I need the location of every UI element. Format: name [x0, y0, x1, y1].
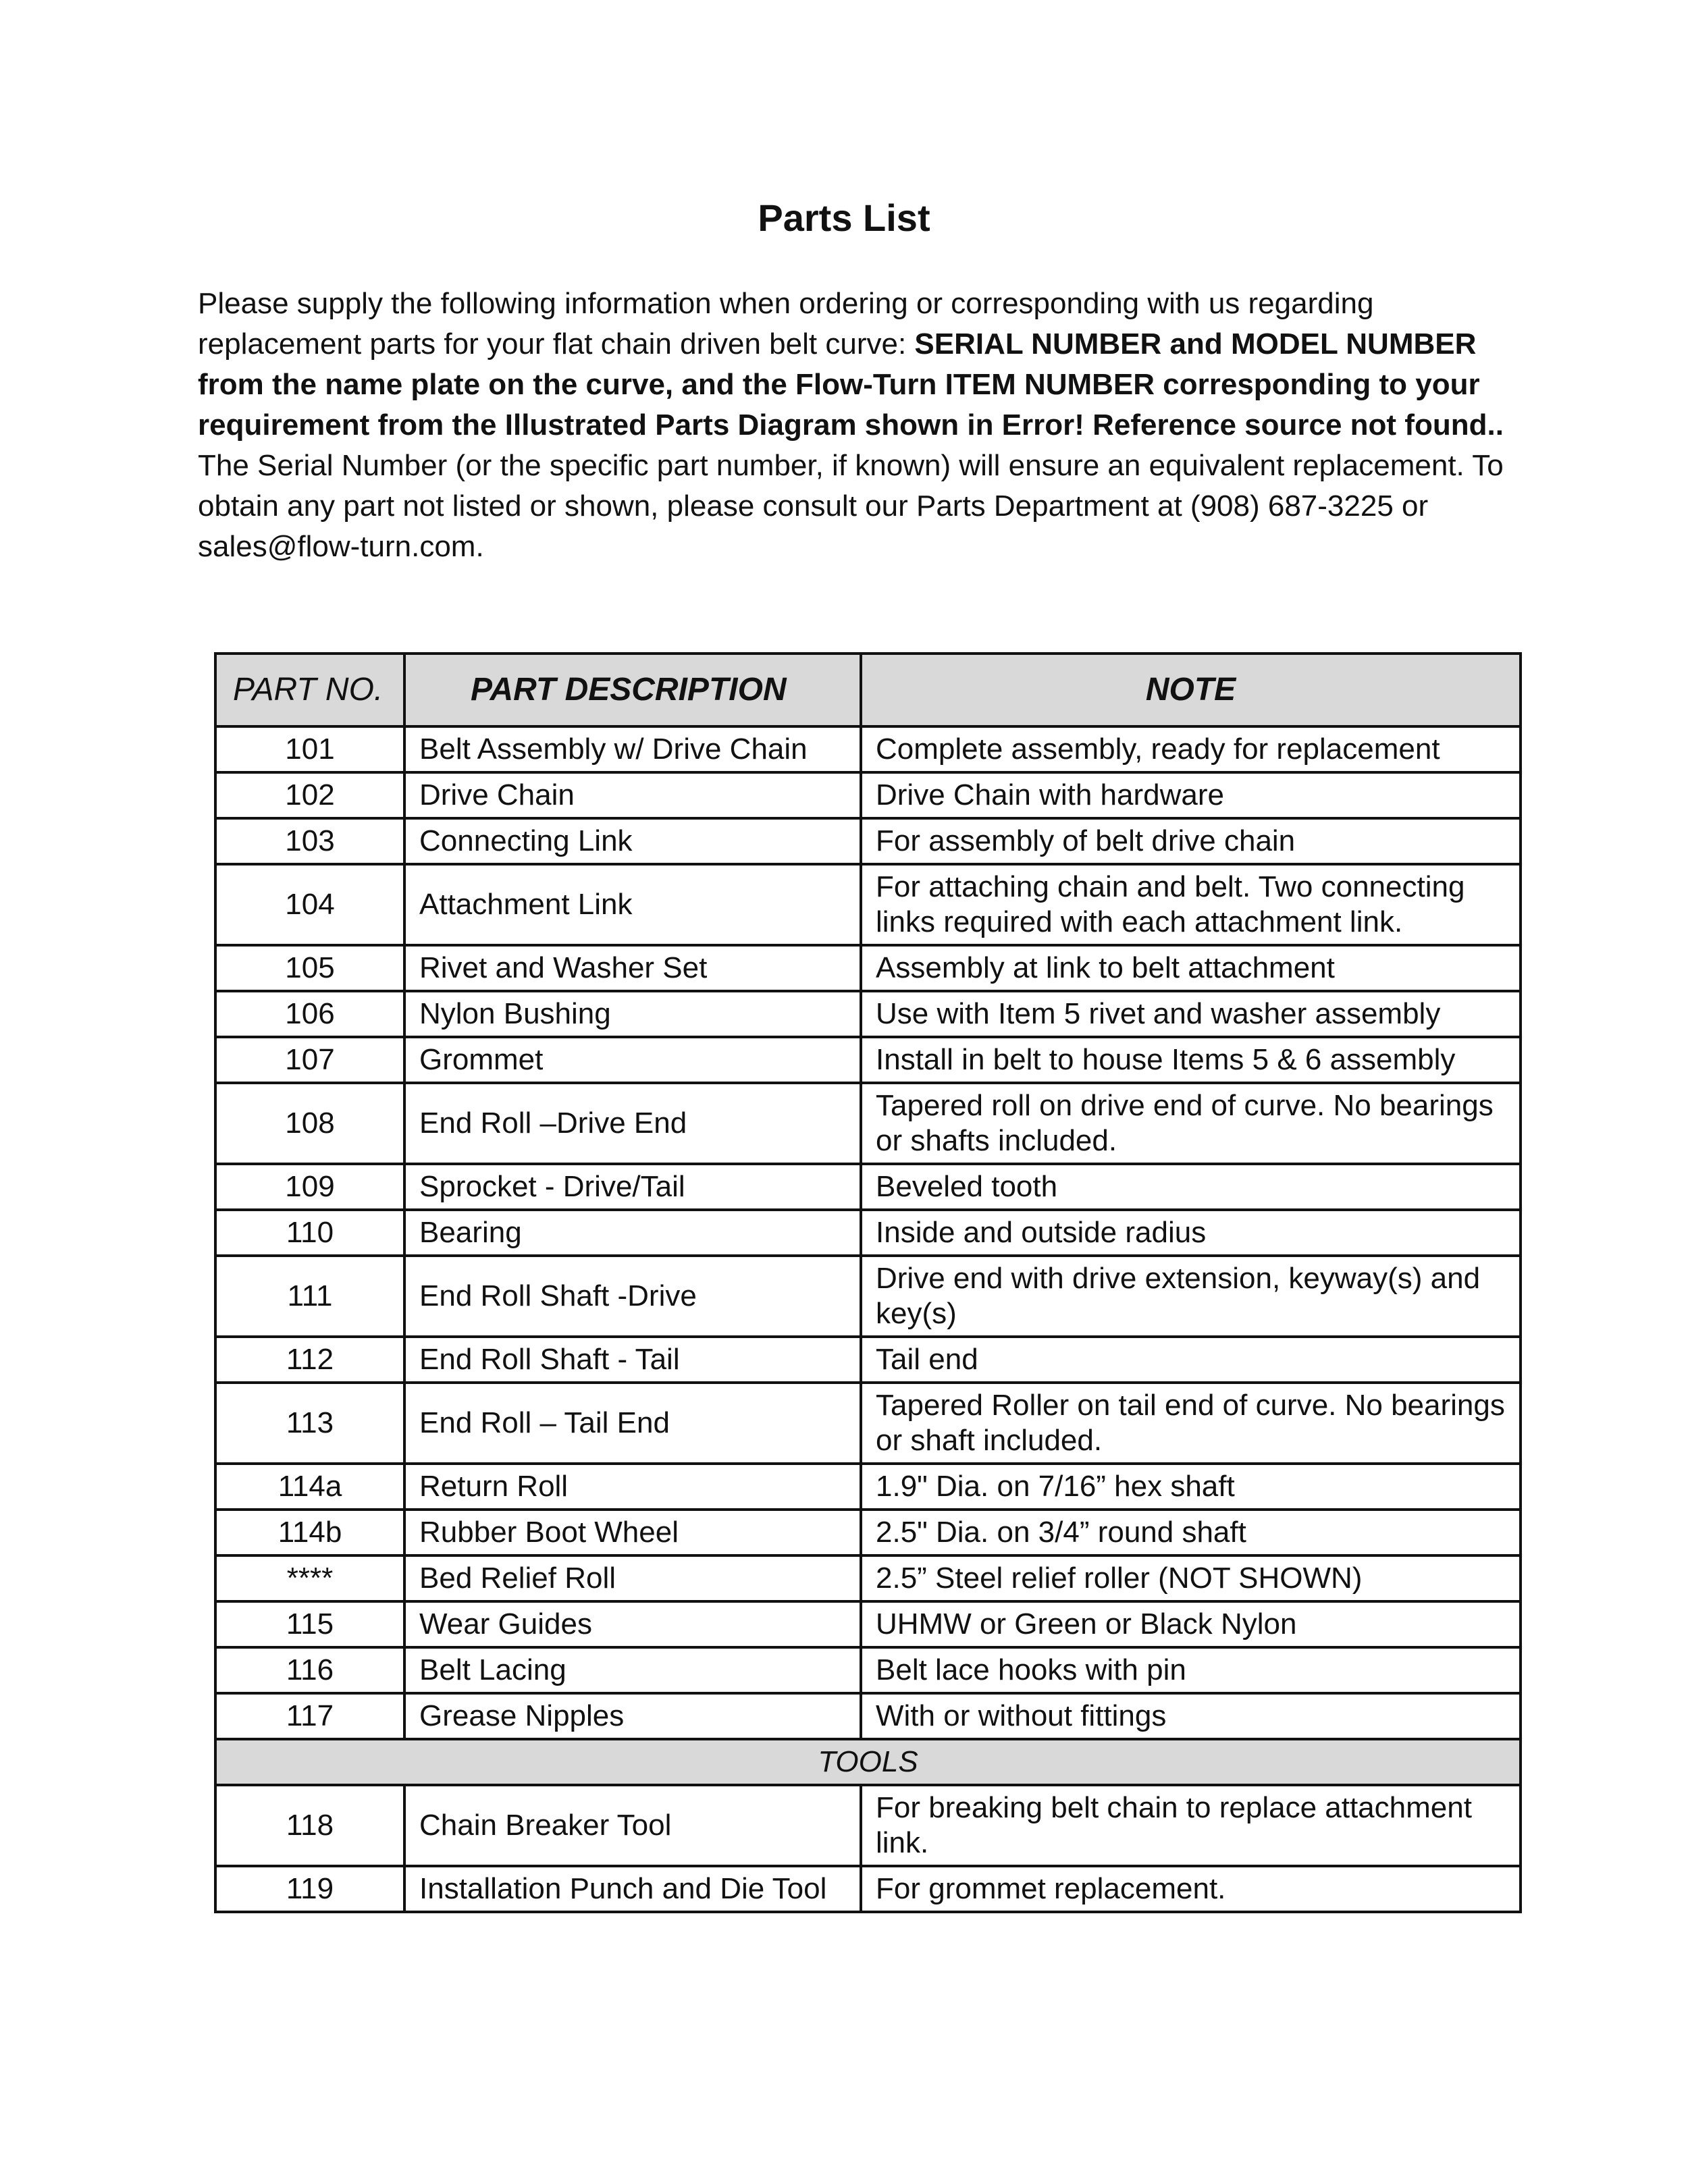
- header-part-no: PART NO.: [215, 654, 404, 726]
- part-description-cell: Belt Assembly w/ Drive Chain: [404, 726, 861, 772]
- part-description-cell: Wear Guides: [404, 1601, 861, 1647]
- note-cell: Install in belt to house Items 5 & 6 assembly: [861, 1037, 1521, 1083]
- part-description-cell: Return Roll: [404, 1464, 861, 1510]
- part-no-cell: 108: [215, 1083, 404, 1164]
- part-no-cell: 114a: [215, 1464, 404, 1510]
- part-description-cell: Attachment Link: [404, 864, 861, 945]
- table-row: [215, 1647, 1521, 1693]
- table-row: [215, 1083, 1521, 1164]
- part-no-cell: 115: [215, 1601, 404, 1647]
- part-description-cell: Grease Nipples: [404, 1693, 861, 1739]
- note-cell: Drive end with drive extension, keyway(s) and key(s): [861, 1256, 1521, 1337]
- tools-section-row: [215, 1739, 1521, 1785]
- intro-text-2: The Serial Number (or the specific part number, if known) will ensure an equivalent replacement. To obtain any part not listed or shown, please consult our Parts Department at (908) 687-3225 or sales@flow-turn.com.: [198, 449, 1504, 563]
- table-row: [215, 1337, 1521, 1383]
- note-cell: For assembly of belt drive chain: [861, 818, 1521, 864]
- intro-text-1: Please supply the following information when ordering or corresponding with us regarding replacement parts for your flat chain driven belt curve:: [198, 287, 1374, 361]
- table-row: [215, 1464, 1521, 1510]
- part-no-cell: 110: [215, 1210, 404, 1256]
- table-row: [215, 772, 1521, 818]
- part-no-cell: 102: [215, 772, 404, 818]
- part-description-cell: Bearing: [404, 1210, 861, 1256]
- table-row: [215, 1693, 1521, 1739]
- part-no-cell: 107: [215, 1037, 404, 1083]
- part-no-cell: 111: [215, 1256, 404, 1337]
- table-row: [215, 1785, 1521, 1866]
- part-no-cell: 101: [215, 726, 404, 772]
- note-cell: Drive Chain with hardware: [861, 772, 1521, 818]
- part-description-cell: Drive Chain: [404, 772, 861, 818]
- part-description-cell: Chain Breaker Tool: [404, 1785, 861, 1866]
- note-cell: For grommet replacement.: [861, 1866, 1521, 1912]
- note-cell: Belt lace hooks with pin: [861, 1647, 1521, 1693]
- note-cell: For breaking belt chain to replace attachment link.: [861, 1785, 1521, 1866]
- part-description-cell: End Roll – Tail End: [404, 1383, 861, 1464]
- part-description-cell: Bed Relief Roll: [404, 1555, 861, 1601]
- part-no-cell: 103: [215, 818, 404, 864]
- part-description-cell: Connecting Link: [404, 818, 861, 864]
- note-cell: Tapered Roller on tail end of curve. No bearings or shaft included.: [861, 1383, 1521, 1464]
- note-cell: 1.9" Dia. on 7/16” hex shaft: [861, 1464, 1521, 1510]
- part-no-cell: 116: [215, 1647, 404, 1693]
- part-no-cell: 109: [215, 1164, 404, 1210]
- part-no-cell: 104: [215, 864, 404, 945]
- part-description-cell: Grommet: [404, 1037, 861, 1083]
- table-row: [215, 864, 1521, 945]
- part-description-cell: Rubber Boot Wheel: [404, 1510, 861, 1555]
- part-description-cell: Belt Lacing: [404, 1647, 861, 1693]
- table-row: [215, 1256, 1521, 1337]
- part-no-cell: 117: [215, 1693, 404, 1739]
- table-row: [215, 726, 1521, 772]
- table-row: [215, 1037, 1521, 1083]
- table-row: [215, 1210, 1521, 1256]
- part-description-cell: End Roll Shaft - Tail: [404, 1337, 861, 1383]
- note-cell: UHMW or Green or Black Nylon: [861, 1601, 1521, 1647]
- table-row: [215, 818, 1521, 864]
- note-cell: For attaching chain and belt. Two connecting links required with each attachment link.: [861, 864, 1521, 945]
- intro-paragraph: [198, 284, 1521, 567]
- note-cell: Beveled tooth: [861, 1164, 1521, 1210]
- table-row: [215, 1383, 1521, 1464]
- intro-bold-text: SERIAL NUMBER and MODEL NUMBER from the name plate on the curve, and the Flow-Turn ITEM NUMBER corresponding to your requirement from the Illustrated Parts Diagram shown in Error! Reference source not found..: [198, 327, 1504, 442]
- note-cell: 2.5” Steel relief roller (NOT SHOWN): [861, 1555, 1521, 1601]
- table-header-row: [215, 654, 1521, 726]
- table-row: [215, 1164, 1521, 1210]
- note-cell: Tapered roll on drive end of curve. No bearings or shafts included.: [861, 1083, 1521, 1164]
- note-cell: 2.5" Dia. on 3/4” round shaft: [861, 1510, 1521, 1555]
- note-cell: Assembly at link to belt attachment: [861, 945, 1521, 991]
- part-no-cell: 114b: [215, 1510, 404, 1555]
- page-title: Parts List: [758, 196, 930, 239]
- tools-section-label: TOOLS: [215, 1739, 1521, 1785]
- part-no-cell: 113: [215, 1383, 404, 1464]
- part-description-cell: Nylon Bushing: [404, 991, 861, 1037]
- header-note: NOTE: [861, 654, 1521, 726]
- part-no-cell: 105: [215, 945, 404, 991]
- part-description-cell: End Roll Shaft -Drive: [404, 1256, 861, 1337]
- note-cell: Use with Item 5 rivet and washer assembly: [861, 991, 1521, 1037]
- part-no-cell: 106: [215, 991, 404, 1037]
- table-row: [215, 1601, 1521, 1647]
- table-row: [215, 1555, 1521, 1601]
- part-no-cell: 112: [215, 1337, 404, 1383]
- table-row: [215, 1866, 1521, 1912]
- table-row: [215, 1510, 1521, 1555]
- part-no-cell: 119: [215, 1866, 404, 1912]
- table-row: [215, 991, 1521, 1037]
- part-description-cell: Rivet and Washer Set: [404, 945, 861, 991]
- note-cell: With or without fittings: [861, 1693, 1521, 1739]
- parts-table: [214, 652, 1522, 1913]
- note-cell: Complete assembly, ready for replacement: [861, 726, 1521, 772]
- part-no-cell: ****: [215, 1555, 404, 1601]
- part-description-cell: End Roll –Drive End: [404, 1083, 861, 1164]
- note-cell: Inside and outside radius: [861, 1210, 1521, 1256]
- note-cell: Tail end: [861, 1337, 1521, 1383]
- header-part-description: PART DESCRIPTION: [404, 654, 861, 726]
- part-description-cell: Sprocket - Drive/Tail: [404, 1164, 861, 1210]
- part-no-cell: 118: [215, 1785, 404, 1866]
- part-description-cell: Installation Punch and Die Tool: [404, 1866, 861, 1912]
- table-row: [215, 945, 1521, 991]
